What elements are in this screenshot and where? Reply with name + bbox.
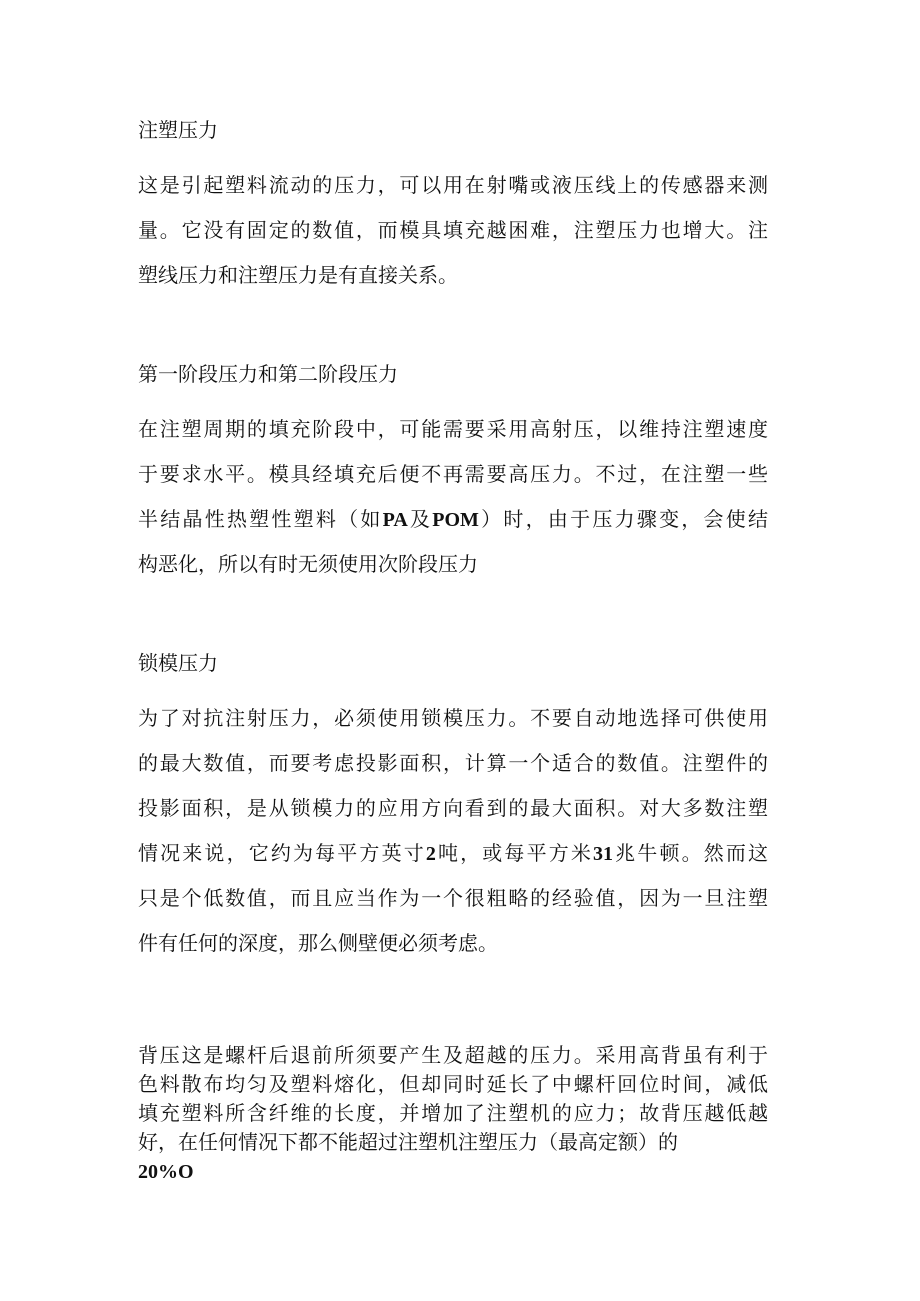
text-run-bold: 2: [425, 843, 436, 865]
paragraph-line: 塑线压力和注塑压力是有直接关系。: [138, 263, 458, 287]
section-paragraph: [138, 407, 778, 587]
section-injection-pressure: [138, 118, 778, 298]
section-heading: 注塑压力: [138, 118, 218, 142]
section-stage-pressure: [138, 362, 778, 587]
paragraph-line: 在注塑周期的填充阶段中，可能需要采用高射压，以维持注塑速度: [138, 417, 768, 441]
section-clamping-pressure: [138, 651, 778, 966]
paragraph-line: 好，在任何情况下都不能超过注塑机注塑压力（最高定额）的: [138, 1130, 678, 1154]
text-run: 半结晶性热塑性塑料（如: [138, 507, 383, 531]
paragraph-line: [138, 497, 768, 542]
paragraph-line: [138, 831, 768, 876]
paragraph-line: 填充塑料所含纤维的长度，并增加了注塑机的应力；故背压越低越: [138, 1101, 768, 1125]
paragraph-line: 投影面积，是从锁模力的应用方向看到的最大面积。对大多数注塑: [138, 796, 768, 820]
text-run: ）时，由于压力骤变，会使结: [478, 507, 769, 531]
section-back-pressure: [138, 1041, 778, 1186]
text-run-bold: POM: [432, 509, 479, 531]
paragraph-line: 这是引起塑料流动的压力，可以用在射嘴或液压线上的传感器来测: [138, 173, 768, 197]
paragraph-line: 构恶化，所以有时无须使用次阶段压力: [138, 552, 478, 576]
paragraph-line: [138, 1157, 768, 1186]
text-run: 兆牛顿。然而这: [613, 841, 769, 865]
paragraph-line: 色料散布均匀及塑料熔化，但却同时延长了中螺杆回位时间，减低: [138, 1072, 768, 1096]
paragraph-line: 的最大数值，而要考虑投影面积，计算一个适合的数值。注塑件的: [138, 751, 768, 775]
section-paragraph: [138, 696, 778, 966]
paragraph-line: 件有任何的深度，那么侧壁便必须考虑。: [138, 931, 498, 955]
paragraph-line: 量。它没有固定的数值，而模具填充越困难，注塑压力也增大。注: [138, 218, 768, 242]
section-paragraph: [138, 1041, 778, 1186]
paragraph-line: 背压这是螺杆后退前所须要产生及超越的压力。采用高背虽有利于: [138, 1043, 768, 1067]
section-paragraph: [138, 163, 778, 298]
text-run-bold: 20%O: [138, 1161, 194, 1183]
paragraph-line: 为了对抗注射压力，必须使用锁模压力。不要自动地选择可供使用: [138, 706, 768, 730]
section-heading: 第一阶段压力和第二阶段压力: [138, 362, 398, 386]
text-run: 情况来说，它约为每平方英寸: [138, 841, 426, 865]
text-run: 及: [407, 507, 433, 531]
section-heading: 锁模压力: [138, 651, 218, 675]
paragraph-line: 只是个低数值，而且应当作为一个很粗略的经验值，因为一旦注塑: [138, 886, 768, 910]
paragraph-line: 于要求水平。模具经填充后便不再需要高压力。不过，在注塑一些: [138, 462, 768, 486]
text-run: 吨，或每平方米: [435, 841, 594, 865]
text-run-bold: PA: [382, 509, 408, 531]
text-run-bold: 31: [593, 843, 614, 865]
